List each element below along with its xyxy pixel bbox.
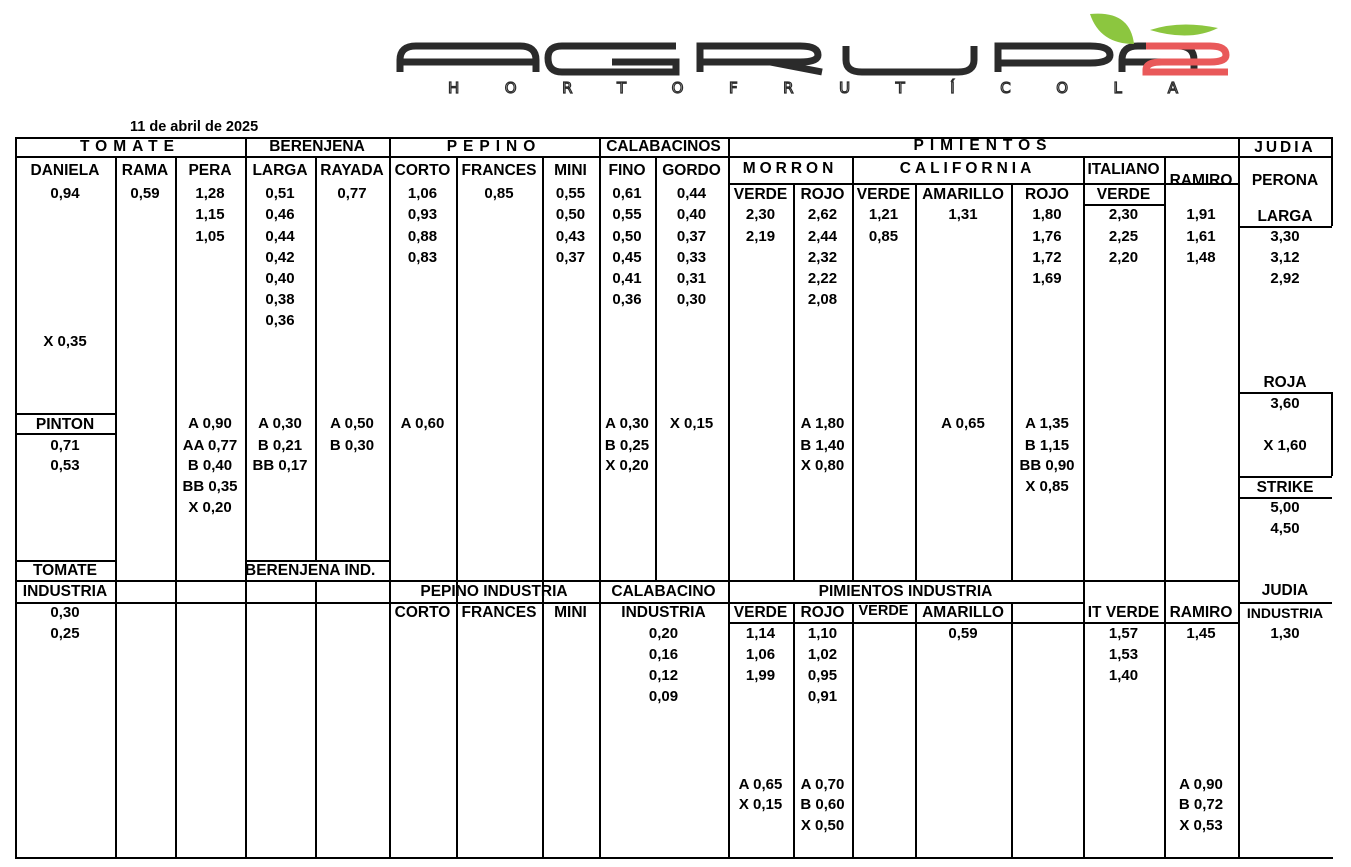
price-cell: 0,45: [612, 249, 642, 266]
price-cell: X 0,20: [188, 499, 232, 516]
price-cell: 1,57: [1108, 625, 1139, 642]
price-cell: 2,30: [745, 206, 776, 223]
price-cell: 0,59: [130, 185, 160, 202]
price-cell: 0,61: [612, 185, 642, 202]
price-cell: 1,80: [1032, 206, 1062, 223]
sub-judia-strike: STRIKE: [1256, 479, 1314, 496]
logo-leaf-icon: [1150, 24, 1218, 35]
group-pepino: PEPINO: [446, 138, 542, 155]
ind-tomate-label: TOMATE: [32, 562, 97, 579]
sub-perona: PERONA: [1251, 172, 1319, 189]
price-cell: X 0,15: [669, 415, 714, 432]
ind-judia-label: JUDIA: [1261, 582, 1309, 599]
price-cell: 1,05: [195, 228, 225, 245]
group-berenjena: BERENJENA: [269, 138, 365, 155]
price-cell: 2,30: [1108, 206, 1139, 223]
ind-sub-rojo: ROJO: [800, 604, 845, 621]
price-cell: B 0,40: [187, 457, 233, 474]
price-cell: 0,55: [612, 206, 642, 223]
grid-line: [1011, 602, 1013, 857]
price-cell: 0,50: [612, 228, 642, 245]
price-cell: 2,32: [807, 249, 838, 266]
price-cell: 1,21: [868, 206, 899, 223]
price-cell: 1,48: [1186, 249, 1216, 266]
ind-judia-label-2: INDUSTRIA: [1246, 605, 1324, 621]
price-cell: 0,31: [676, 270, 707, 287]
sub-judia-larga: LARGA: [1257, 208, 1313, 225]
price-cell: B 0,72: [1178, 796, 1224, 813]
report-date: 11 de abril de 2025: [130, 119, 259, 135]
sub-rama: RAMA: [121, 162, 169, 179]
price-cell: 0,25: [50, 625, 80, 642]
price-cell: 1,02: [807, 646, 838, 663]
grid-line: [15, 137, 17, 857]
price-cell: 2,20: [1108, 249, 1139, 266]
logo-wordmark: [400, 46, 1194, 72]
ind-sub-verde: VERDE: [733, 604, 788, 621]
price-cell: 0,44: [265, 228, 295, 245]
group-calabacinos: CALABACINOS: [606, 138, 721, 155]
price-cell: 0,38: [265, 291, 295, 308]
price-cell: X 0,20: [605, 457, 649, 474]
price-cell: 4,50: [1270, 520, 1300, 537]
price-cell: AA 0,77: [182, 437, 238, 454]
price-cell: 1,40: [1108, 667, 1139, 684]
ind-sub-corto: CORTO: [394, 604, 451, 621]
price-cell: 0,50: [555, 206, 586, 223]
group-judia: JUDIA: [1254, 139, 1316, 156]
price-cell: B 0,30: [329, 437, 375, 454]
price-cell: 0,42: [265, 249, 295, 266]
sub-pinton: PINTON: [35, 416, 95, 433]
price-cell: 1,99: [745, 667, 776, 684]
price-cell: A 0,30: [258, 415, 302, 432]
price-cell: A 0,65: [941, 415, 985, 432]
price-cell: BB 0,90: [1019, 457, 1075, 474]
price-cell: BB 0,35: [182, 478, 238, 495]
price-cell: 0,30: [50, 604, 80, 621]
grid-line: [1238, 392, 1332, 394]
price-cell: 0,95: [807, 667, 838, 684]
sub-morron: MORRON: [742, 160, 838, 177]
price-cell: 1,10: [807, 625, 838, 642]
price-cell: X 1,60: [1263, 437, 1307, 454]
ind-sub-ramiro: RAMIRO: [1169, 604, 1233, 621]
sub-judia-roja: ROJA: [1263, 374, 1307, 391]
price-cell: 0,40: [676, 206, 707, 223]
ind-pepino-label: PEPINO INDUSTRIA: [420, 583, 568, 600]
price-cell: 0,53: [50, 457, 80, 474]
ind-tomate-label-2: INDUSTRIA: [22, 583, 108, 600]
sub-cal-rojo: ROJO: [1025, 186, 1069, 203]
price-cell: 1,30: [1270, 625, 1300, 642]
price-cell: 3,30: [1270, 228, 1300, 245]
sub-italiano: ITALIANO: [1087, 161, 1160, 178]
sub-fino: FINO: [608, 162, 646, 179]
price-cell: 0,41: [612, 270, 642, 287]
sub-rayada: RAYADA: [320, 162, 384, 179]
price-cell: 2,44: [807, 228, 838, 245]
price-cell: 0,88: [407, 228, 438, 245]
sub-daniela: DANIELA: [30, 162, 100, 179]
price-cell: 0,59: [948, 625, 978, 642]
grid-line: [852, 602, 854, 857]
price-cell: 0,44: [676, 185, 707, 202]
grid-line: [15, 156, 1333, 158]
grid-line: [315, 156, 317, 560]
price-cell: 0,93: [407, 206, 438, 223]
logo-leaf-icon: [1090, 14, 1134, 44]
price-cell: 0,71: [50, 437, 80, 454]
price-cell: 1,91: [1186, 206, 1216, 223]
price-cell: 1,72: [1032, 249, 1062, 266]
ind-sub-verde-2: VERDE: [858, 603, 909, 619]
grid-line: [728, 183, 1238, 185]
price-cell: A 1,80: [800, 415, 845, 432]
ind-sub-amarillo: AMARILLO: [922, 604, 1004, 621]
price-cell: B 0,60: [800, 796, 845, 813]
price-cell: 2,25: [1108, 228, 1139, 245]
sub-cal-verde: VERDE: [856, 186, 911, 203]
group-tomate: TOMATE: [79, 138, 180, 155]
price-cell: 0,91: [807, 688, 838, 705]
price-cell: A 0,60: [400, 415, 445, 432]
sub-italiano-verde: VERDE: [1096, 186, 1151, 203]
price-cell: 0,36: [612, 291, 642, 308]
price-cell: 3,12: [1270, 249, 1300, 266]
price-cell: 2,22: [807, 270, 838, 287]
price-cell: A 1,35: [1025, 415, 1069, 432]
price-cell: 0,46: [265, 206, 295, 223]
price-cell: 0,30: [676, 291, 707, 308]
ind-berenjena-label: BERENJENA IND.: [245, 562, 376, 579]
sub-ramiro: RAMIRO: [1169, 172, 1233, 189]
group-pimientos: PIMIENTOS: [913, 137, 1053, 154]
price-cell: X 0,15: [738, 796, 783, 813]
sub-morron-verde: VERDE: [733, 186, 788, 203]
logo-subtitle: HORTOFRUTÍCOLA: [448, 79, 1178, 97]
price-cell: BB 0,17: [252, 457, 308, 474]
price-cell: B 1,40: [800, 437, 845, 454]
price-cell: X 0,53: [1179, 817, 1223, 834]
sub-california: CALIFORNIA: [899, 160, 1036, 177]
grid-line: [1238, 476, 1332, 478]
sub-gordo: GORDO: [662, 162, 721, 179]
price-cell: X 0,50: [800, 817, 845, 834]
price-cell: 2,62: [807, 206, 838, 223]
grid-line: [15, 580, 1238, 582]
sub-morron-rojo: ROJO: [800, 186, 845, 203]
price-cell: 1,06: [407, 185, 438, 202]
price-cell: 1,53: [1108, 646, 1139, 663]
price-cell: 0,12: [648, 667, 679, 684]
price-cell: 1,76: [1032, 228, 1062, 245]
grid-line: [728, 622, 1238, 624]
price-cell: 0,36: [265, 312, 295, 329]
price-cell: 0,85: [868, 228, 899, 245]
price-cell: 5,00: [1270, 499, 1300, 516]
grid-line: [15, 857, 1333, 859]
price-cell: 0,20: [648, 625, 679, 642]
price-cell: 3,60: [1270, 395, 1300, 412]
price-cell: 1,45: [1186, 625, 1216, 642]
ind-pimientos-label: PIMIENTOS INDUSTRIA: [818, 583, 993, 600]
price-cell: 0,77: [337, 185, 367, 202]
price-cell: B 1,15: [1024, 437, 1070, 454]
sub-corto: CORTO: [394, 162, 451, 179]
price-cell: A 0,90: [188, 415, 232, 432]
price-cell: 1,28: [195, 185, 225, 202]
price-cell: 0,55: [555, 185, 586, 202]
ind-sub-it-verde: IT VERDE: [1087, 604, 1160, 621]
sub-cal-amarillo: AMARILLO: [922, 186, 1004, 203]
sub-pera: PERA: [188, 162, 232, 179]
price-cell: X 0,85: [1025, 478, 1069, 495]
price-cell: A 0,90: [1179, 776, 1223, 793]
price-cell: 1,69: [1032, 270, 1062, 287]
price-cell: 0,09: [648, 688, 679, 705]
price-cell: 1,15: [195, 206, 225, 223]
price-cell: 0,83: [407, 249, 438, 266]
price-cell: 2,08: [807, 291, 838, 308]
price-cell: 0,51: [265, 185, 295, 202]
sub-larga: LARGA: [252, 162, 308, 179]
price-cell: 2,19: [745, 228, 776, 245]
price-cell: 0,94: [50, 185, 80, 202]
price-cell: 0,43: [555, 228, 586, 245]
grid-line: [456, 156, 458, 857]
price-cell: A 0,70: [800, 776, 845, 793]
sub-mini: MINI: [554, 162, 587, 179]
grid-line: [15, 413, 115, 415]
ind-sub-frances: FRANCES: [461, 604, 537, 621]
price-cell: 0,40: [265, 270, 295, 287]
price-cell: 0,37: [555, 249, 586, 266]
price-cell: A 0,30: [605, 415, 649, 432]
price-cell: X 0,35: [43, 333, 87, 350]
price-cell: 0,16: [648, 646, 679, 663]
price-cell: 0,33: [676, 249, 707, 266]
price-cell: A 0,65: [738, 776, 783, 793]
price-cell: X 0,80: [800, 457, 845, 474]
ind-calabacino-label: CALABACINO: [611, 583, 716, 600]
price-cell: 0,37: [676, 228, 707, 245]
grid-line: [115, 156, 117, 857]
price-cell: 1,31: [948, 206, 978, 223]
grid-line: [315, 580, 317, 857]
price-cell: 1,61: [1186, 228, 1216, 245]
price-cell: B 0,25: [604, 437, 650, 454]
price-cell: 0,85: [484, 185, 514, 202]
price-cell: 2,92: [1270, 270, 1300, 287]
ind-calabacino-label-2: INDUSTRIA: [621, 604, 706, 621]
brand-logo: [0, 0, 1351, 110]
price-cell: A 0,50: [330, 415, 374, 432]
price-cell: 1,06: [745, 646, 776, 663]
price-cell: B 0,21: [257, 437, 303, 454]
sub-frances: FRANCES: [461, 162, 537, 179]
grid-line: [915, 183, 917, 580]
ind-sub-mini: MINI: [554, 604, 587, 621]
price-cell: 1,14: [745, 625, 776, 642]
